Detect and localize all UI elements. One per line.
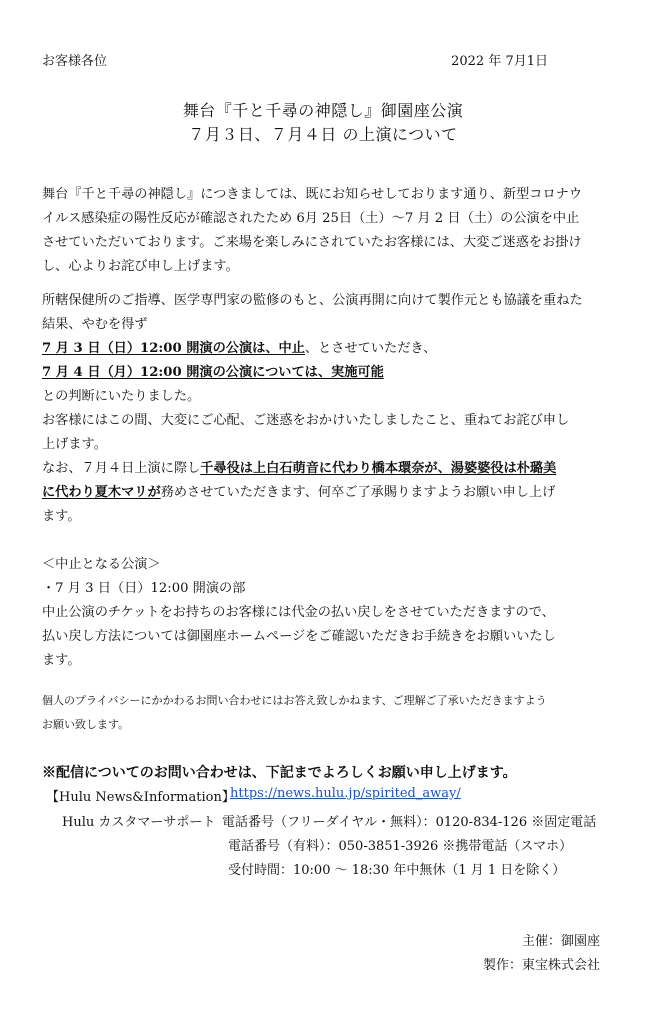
contact-heading: ※配信についてのお問い合わせは、下記までよろしくお願い申し上げます。: [42, 765, 517, 781]
title-line-1: 舞台『千と千尋の神隠し』御園座公演: [182, 101, 464, 120]
news-link[interactable]: https://news.hulu.jp/spirited_away/: [230, 786, 461, 801]
cast-change-line-2: [42, 481, 555, 500]
july4-go-line: [42, 361, 384, 380]
news-label: 【Hulu News&Information】: [46, 790, 235, 805]
organizer: 主催：御園座: [521, 934, 600, 949]
addressee: お客様各位: [42, 54, 108, 69]
body-line: 舞台『千と千尋の神隠し』につきましては、既にお知らせしております通り、新型コロナウ: [42, 187, 583, 202]
july3-cancel-suffix: 、とさせていただき、: [304, 341, 437, 356]
cast-change-line-1: [42, 457, 556, 476]
cancel-item: ・7 月 3 日（日）12:00 開演の部: [42, 581, 246, 596]
support-hours: 受付時間：10:00 〜 18:30 年中無休（1 月 1 日を除く）: [228, 863, 566, 878]
body-line: との判断にいたりました。: [42, 389, 201, 404]
july4-go-notice: 7 月 4 日（月）12:00 開演の公演については、実施可能: [42, 365, 384, 380]
phone-free: 電話番号（フリーダイヤル・無料）：0120-834-126 ※固定電話: [222, 815, 597, 830]
july3-cancel-notice: 7 月 3 日（日）12:00 開演の公演は、中止: [42, 341, 305, 356]
body-line: イルス感染症の陽性反応が確認されたため 6月 25日（土）〜7 月 2 日（土）の公演を中止: [42, 211, 580, 226]
refund-line: 中止公演のチケットをお持ちのお客様には代金の払い戻しをさせていただきますので、: [42, 605, 555, 620]
body-line: お客様にはこの間、大変にご心配、ご迷惑をおかけいたしましたこと、重ねてお詫び申し: [42, 413, 570, 428]
cast-change-notice-cont: に代わり夏木マリが: [42, 485, 161, 500]
privacy-note-line-1: 個人のプライバシーにかかわるお問い合わせにはお答え致しかねます、ご理解ご了承いただきますよう: [42, 694, 547, 707]
cancel-heading: ＜中止となる公演＞: [42, 557, 161, 572]
cast-change-prefix: なお、７月４日上演に際し: [42, 461, 201, 476]
production: 製作：東宝株式会社: [482, 958, 600, 973]
issue-date: 2022 年 7月1日: [451, 54, 548, 69]
refund-line: ます。: [42, 653, 81, 668]
body-line: 上げます。: [42, 437, 107, 452]
body-line: させていただいております。ご来場を楽しみにされていたお客様には、大変ご迷惑をお掛け: [42, 235, 582, 250]
cast-change-suffix: 務めさせていただきます、何卒ご了承賜りますようお願い申し上げ: [160, 485, 556, 500]
body-line: ます。: [42, 509, 81, 524]
title-line-2: ７月３日、７月４日 の上演について: [188, 125, 458, 144]
phone-paid: 電話番号（有料）：050-3851-3926 ※携帯電話（スマホ）: [228, 839, 573, 854]
body-line: 結果、やむを得ず: [42, 317, 148, 332]
body-line: 所轄保健所のご指導、医学専門家の監修のもと、公演再開に向けて製作元とも協議を重ねた: [42, 293, 583, 308]
support-label: Hulu カスタマーサポート: [62, 815, 216, 830]
privacy-note-line-2: お願い致します。: [42, 718, 130, 731]
refund-line: 払い戻し方法については御園座ホームページをご確認いただきお手続きをお願いいたし: [42, 629, 556, 644]
body-line: し、心よりお詫び申し上げます。: [42, 259, 239, 274]
july3-cancel-line: [42, 337, 436, 356]
cast-change-notice: 千尋役は上白石萌音に代わり橋本環奈が、湯婆婆役は朴璐美: [200, 461, 557, 476]
